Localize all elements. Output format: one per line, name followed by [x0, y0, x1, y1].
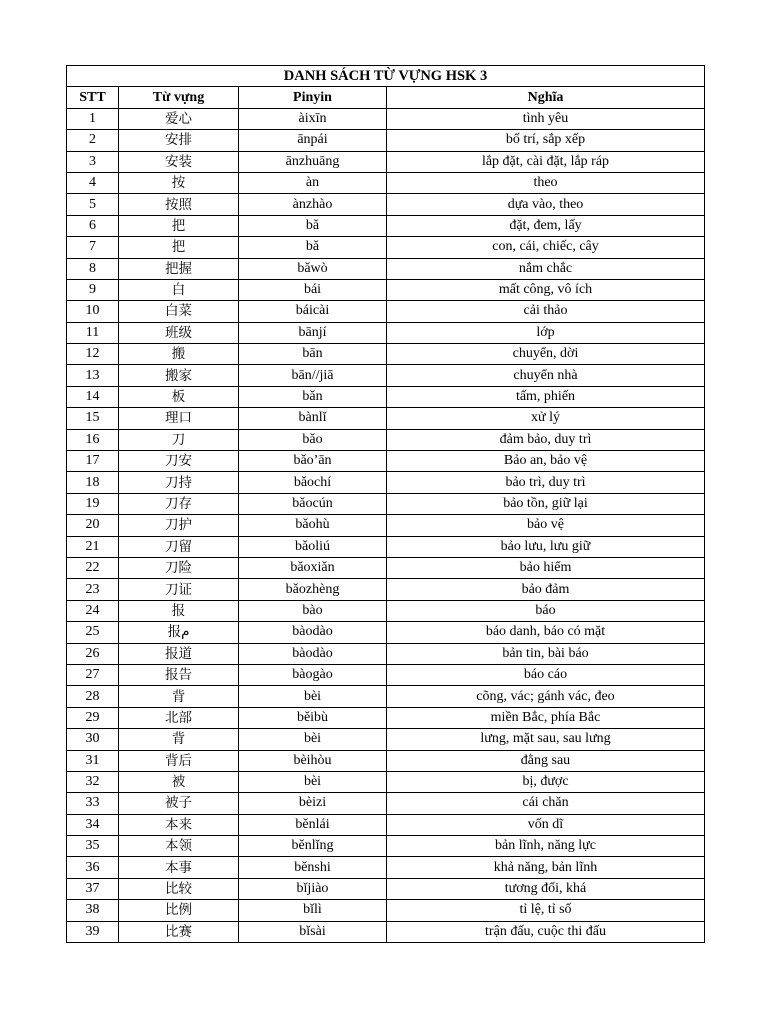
word-cell: 被	[119, 771, 239, 792]
word-cell: 比例	[119, 900, 239, 921]
word-cell: 把	[119, 215, 239, 236]
meaning-cell: bố trí, sắp xếp	[387, 130, 705, 151]
word-cell: 刀	[119, 429, 239, 450]
table-row	[67, 921, 705, 942]
meaning-cell: theo	[387, 172, 705, 193]
row-number-cell: 32	[67, 771, 119, 792]
pinyin-cell: bǎoxiǎn	[239, 557, 387, 578]
pinyin-cell: bǎocún	[239, 493, 387, 514]
pinyin-cell: bǐlì	[239, 900, 387, 921]
pinyin-cell: bǎn	[239, 386, 387, 407]
word-cell: 背	[119, 729, 239, 750]
word-cell: 刀证	[119, 579, 239, 600]
table-row	[67, 365, 705, 386]
word-cell: 搬	[119, 344, 239, 365]
pinyin-cell: bǎohù	[239, 515, 387, 536]
row-number-cell: 38	[67, 900, 119, 921]
table-row	[67, 836, 705, 857]
meaning-cell: đảm bảo, duy trì	[387, 429, 705, 450]
row-number-cell: 22	[67, 557, 119, 578]
pinyin-cell: bǎ	[239, 215, 387, 236]
word-cell: 白菜	[119, 301, 239, 322]
row-number-cell: 15	[67, 408, 119, 429]
word-cell: 背后	[119, 750, 239, 771]
table-row	[67, 579, 705, 600]
table-row	[67, 664, 705, 685]
row-number-cell: 10	[67, 301, 119, 322]
pinyin-cell: bào	[239, 600, 387, 621]
vocabulary-table	[66, 65, 705, 943]
pinyin-cell: bānjí	[239, 322, 387, 343]
meaning-cell: miền Bắc, phía Bắc	[387, 707, 705, 728]
meaning-cell: chuyển nhà	[387, 365, 705, 386]
pinyin-cell: bèi	[239, 686, 387, 707]
word-cell: 比较	[119, 878, 239, 899]
row-number-cell: 30	[67, 729, 119, 750]
row-number-cell: 2	[67, 130, 119, 151]
row-number-cell: 31	[67, 750, 119, 771]
table-row	[67, 237, 705, 258]
table-row	[67, 451, 705, 472]
word-cell: 刀持	[119, 472, 239, 493]
table-row	[67, 857, 705, 878]
meaning-cell: tấm, phiến	[387, 386, 705, 407]
row-number-cell: 16	[67, 429, 119, 450]
meaning-cell: báo danh, báo có mặt	[387, 622, 705, 643]
pinyin-cell: bàodào	[239, 643, 387, 664]
row-number-cell: 34	[67, 814, 119, 835]
pinyin-cell: ànzhào	[239, 194, 387, 215]
pinyin-cell: bèi	[239, 729, 387, 750]
table-row	[67, 771, 705, 792]
meaning-cell: cải thảo	[387, 301, 705, 322]
header-meaning: Nghĩa	[387, 87, 705, 108]
table-row	[67, 600, 705, 621]
header-stt: STT	[67, 87, 119, 108]
row-number-cell: 11	[67, 322, 119, 343]
table-row	[67, 429, 705, 450]
pinyin-cell: bàogào	[239, 664, 387, 685]
vocabulary-document	[66, 65, 704, 943]
table-row	[67, 344, 705, 365]
row-number-cell: 23	[67, 579, 119, 600]
row-number-cell: 3	[67, 151, 119, 172]
meaning-cell: tỉ lệ, tỉ số	[387, 900, 705, 921]
pinyin-cell: běnlǐng	[239, 836, 387, 857]
pinyin-cell: àixīn	[239, 108, 387, 129]
meaning-cell: bảo trì, duy trì	[387, 472, 705, 493]
word-cell: 北部	[119, 707, 239, 728]
header-row	[67, 87, 705, 108]
word-cell: 被子	[119, 793, 239, 814]
word-cell: 爱心	[119, 108, 239, 129]
word-cell: 安排	[119, 130, 239, 151]
meaning-cell: đằng sau	[387, 750, 705, 771]
word-cell: 理⼝	[119, 408, 239, 429]
row-number-cell: 35	[67, 836, 119, 857]
meaning-cell: lưng, mặt sau, sau lưng	[387, 729, 705, 750]
pinyin-cell: běibù	[239, 707, 387, 728]
pinyin-cell: bàodào	[239, 622, 387, 643]
table-row	[67, 878, 705, 899]
table-row	[67, 814, 705, 835]
row-number-cell: 14	[67, 386, 119, 407]
word-cell: 背	[119, 686, 239, 707]
meaning-cell: mất công, vô ích	[387, 279, 705, 300]
meaning-cell: trận đấu, cuộc thi đấu	[387, 921, 705, 942]
row-number-cell: 24	[67, 600, 119, 621]
row-number-cell: 12	[67, 344, 119, 365]
pinyin-cell: àn	[239, 172, 387, 193]
pinyin-cell: bái	[239, 279, 387, 300]
meaning-cell: cõng, vác; gánh vác, đeo	[387, 686, 705, 707]
word-cell: 刀安	[119, 451, 239, 472]
row-number-cell: 29	[67, 707, 119, 728]
row-number-cell: 5	[67, 194, 119, 215]
row-number-cell: 36	[67, 857, 119, 878]
row-number-cell: 13	[67, 365, 119, 386]
table-row	[67, 493, 705, 514]
row-number-cell: 26	[67, 643, 119, 664]
meaning-cell: đặt, đem, lấy	[387, 215, 705, 236]
meaning-cell: bản tin, bài báo	[387, 643, 705, 664]
pinyin-cell: bǎo’ān	[239, 451, 387, 472]
meaning-cell: dựa vào, theo	[387, 194, 705, 215]
pinyin-cell: ānpái	[239, 130, 387, 151]
pinyin-cell: běnshi	[239, 857, 387, 878]
row-number-cell: 7	[67, 237, 119, 258]
pinyin-cell: bǎochí	[239, 472, 387, 493]
table-row	[67, 515, 705, 536]
word-cell: 搬家	[119, 365, 239, 386]
meaning-cell: bảo lưu, lưu giữ	[387, 536, 705, 557]
pinyin-cell: bān	[239, 344, 387, 365]
meaning-cell: tình yêu	[387, 108, 705, 129]
pinyin-cell: bǎo	[239, 429, 387, 450]
table-row	[67, 622, 705, 643]
meaning-cell: Bảo an, bảo vệ	[387, 451, 705, 472]
meaning-cell: bị, được	[387, 771, 705, 792]
word-cell: 比赛	[119, 921, 239, 942]
meaning-cell: vốn dĩ	[387, 814, 705, 835]
header-pinyin: Pinyin	[239, 87, 387, 108]
row-number-cell: 19	[67, 493, 119, 514]
meaning-cell: bảo vệ	[387, 515, 705, 536]
meaning-cell: tương đối, khá	[387, 878, 705, 899]
meaning-cell: lớp	[387, 322, 705, 343]
table-row	[67, 900, 705, 921]
pinyin-cell: bànlǐ	[239, 408, 387, 429]
title-row	[67, 66, 705, 87]
table-row	[67, 729, 705, 750]
row-number-cell: 39	[67, 921, 119, 942]
meaning-cell: khả năng, bản lĩnh	[387, 857, 705, 878]
table-body	[67, 108, 705, 942]
word-cell: 把握	[119, 258, 239, 279]
row-number-cell: 37	[67, 878, 119, 899]
table-row	[67, 643, 705, 664]
pinyin-cell: bèizi	[239, 793, 387, 814]
word-cell: 班级	[119, 322, 239, 343]
pinyin-cell: bān//jiā	[239, 365, 387, 386]
meaning-cell: chuyển, dời	[387, 344, 705, 365]
pinyin-cell: bǎ	[239, 237, 387, 258]
meaning-cell: lắp đặt, cài đặt, lắp ráp	[387, 151, 705, 172]
meaning-cell: báo cáo	[387, 664, 705, 685]
table-row	[67, 707, 705, 728]
table-row	[67, 322, 705, 343]
table-row	[67, 557, 705, 578]
pinyin-cell: báicài	[239, 301, 387, 322]
row-number-cell: 1	[67, 108, 119, 129]
pinyin-cell: běnlái	[239, 814, 387, 835]
word-cell: 按	[119, 172, 239, 193]
word-cell: 刀护	[119, 515, 239, 536]
word-cell: 本事	[119, 857, 239, 878]
table-title: DANH SÁCH TỪ VỰNG HSK 3	[67, 66, 705, 87]
table-row	[67, 279, 705, 300]
row-number-cell: 6	[67, 215, 119, 236]
table-row	[67, 793, 705, 814]
meaning-cell: cái chăn	[387, 793, 705, 814]
row-number-cell: 27	[67, 664, 119, 685]
word-cell: 报م	[119, 622, 239, 643]
row-number-cell: 28	[67, 686, 119, 707]
table-row	[67, 151, 705, 172]
word-cell: 本来	[119, 814, 239, 835]
row-number-cell: 9	[67, 279, 119, 300]
row-number-cell: 18	[67, 472, 119, 493]
header-word: Từ vựng	[119, 87, 239, 108]
word-cell: 白	[119, 279, 239, 300]
row-number-cell: 17	[67, 451, 119, 472]
table-row	[67, 108, 705, 129]
table-row	[67, 686, 705, 707]
table-row	[67, 258, 705, 279]
word-cell: 刀留	[119, 536, 239, 557]
meaning-cell: con, cái, chiếc, cây	[387, 237, 705, 258]
pinyin-cell: bǐsài	[239, 921, 387, 942]
pinyin-cell: bǐjiào	[239, 878, 387, 899]
table-row	[67, 130, 705, 151]
table-row	[67, 750, 705, 771]
word-cell: 报	[119, 600, 239, 621]
table-row	[67, 472, 705, 493]
pinyin-cell: bèihòu	[239, 750, 387, 771]
row-number-cell: 33	[67, 793, 119, 814]
row-number-cell: 25	[67, 622, 119, 643]
table-row	[67, 194, 705, 215]
pinyin-cell: bǎoliú	[239, 536, 387, 557]
table-row	[67, 301, 705, 322]
pinyin-cell: bèi	[239, 771, 387, 792]
row-number-cell: 21	[67, 536, 119, 557]
meaning-cell: báo	[387, 600, 705, 621]
meaning-cell: nắm chắc	[387, 258, 705, 279]
word-cell: 报道	[119, 643, 239, 664]
meaning-cell: bảo hiểm	[387, 557, 705, 578]
row-number-cell: 8	[67, 258, 119, 279]
word-cell: 本领	[119, 836, 239, 857]
meaning-cell: bản lĩnh, năng lực	[387, 836, 705, 857]
word-cell: 把	[119, 237, 239, 258]
meaning-cell: bảo đảm	[387, 579, 705, 600]
meaning-cell: bảo tồn, giữ lại	[387, 493, 705, 514]
meaning-cell: xử lý	[387, 408, 705, 429]
word-cell: 报告	[119, 664, 239, 685]
row-number-cell: 4	[67, 172, 119, 193]
pinyin-cell: ānzhuāng	[239, 151, 387, 172]
word-cell: 刀存	[119, 493, 239, 514]
table-row	[67, 408, 705, 429]
table-row	[67, 536, 705, 557]
word-cell: 刀险	[119, 557, 239, 578]
row-number-cell: 20	[67, 515, 119, 536]
word-cell: 安装	[119, 151, 239, 172]
pinyin-cell: bǎozhèng	[239, 579, 387, 600]
word-cell: 按照	[119, 194, 239, 215]
table-row	[67, 386, 705, 407]
word-cell: 板	[119, 386, 239, 407]
table-row	[67, 215, 705, 236]
pinyin-cell: bǎwò	[239, 258, 387, 279]
table-row	[67, 172, 705, 193]
